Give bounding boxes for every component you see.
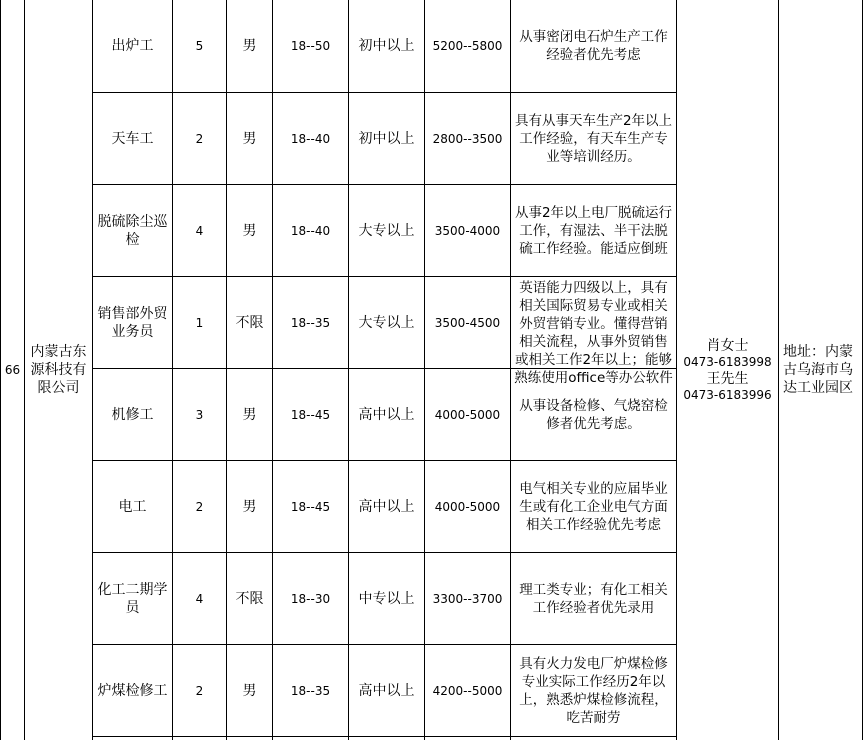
requirement-cell: 从事设备检修、气烧窑检修者优先考虑。 bbox=[519, 397, 668, 432]
education-cell: 初中以上 bbox=[358, 38, 415, 54]
age-cell: 18--45 bbox=[290, 407, 331, 422]
education-cell: 高中以上 bbox=[358, 682, 415, 699]
salary-cell: 4000-5000 bbox=[434, 407, 501, 422]
count-cell: 2 bbox=[195, 131, 204, 146]
contact-phone-2: 0473-6183996 bbox=[683, 388, 772, 402]
age-cell: 18--30 bbox=[290, 591, 331, 606]
requirement-cell: 英语能力四级以上，具有相关国际贸易专业或相关外贸营销专业。懂得营销相关流程，从事外贸销售或相关工作2年以上；能够熟练使用office等办公软件 bbox=[514, 280, 673, 386]
requirement-cell: 电气相关专业的应届毕业生或有化工企业电气方面相关工作经验优先考虑 bbox=[519, 480, 668, 533]
age-cell: 18--40 bbox=[290, 223, 331, 238]
education-cell: 初中以上 bbox=[358, 130, 415, 147]
company-address: 地址：内蒙古乌海市乌达工业园区 bbox=[783, 344, 853, 396]
education-cell: 高中以上 bbox=[358, 498, 415, 515]
education-cell: 中专以上 bbox=[358, 590, 415, 607]
contact-name-2: 王先生 bbox=[706, 371, 749, 387]
age-cell: 18--50 bbox=[290, 39, 331, 53]
company-index: 66 bbox=[4, 363, 21, 377]
position-cell: 出炉工 bbox=[111, 38, 154, 54]
requirement-cell: 具有从事天车生产2年以上工作经验，有天车生产专业等培训经历。 bbox=[514, 112, 673, 165]
count-cell: 2 bbox=[195, 499, 204, 514]
company-name: 内蒙古东源科技有限公司 bbox=[30, 344, 87, 396]
row-divider bbox=[92, 736, 677, 737]
age-cell: 18--45 bbox=[290, 499, 331, 514]
gender-cell: 男 bbox=[242, 406, 257, 423]
gender-cell: 不限 bbox=[235, 590, 264, 607]
count-cell: 1 bbox=[195, 315, 204, 330]
gender-cell: 男 bbox=[242, 38, 257, 54]
count-cell: 5 bbox=[195, 39, 204, 53]
requirement-cell: 从事密闭电石炉生产工作经验者优先考虑 bbox=[519, 29, 668, 63]
salary-cell: 4200--5000 bbox=[432, 683, 503, 698]
position-cell: 电工 bbox=[118, 498, 147, 515]
position-cell: 机修工 bbox=[111, 406, 154, 423]
education-cell: 大专以上 bbox=[358, 314, 415, 331]
salary-cell: 4000-5000 bbox=[434, 499, 501, 514]
age-cell: 18--35 bbox=[290, 315, 331, 330]
gender-cell: 男 bbox=[242, 222, 257, 239]
education-cell: 高中以上 bbox=[358, 406, 415, 423]
count-cell: 4 bbox=[195, 223, 204, 238]
position-cell: 化工二期学员 bbox=[97, 581, 168, 616]
requirement-cell: 理工类专业；有化工相关工作经验者优先录用 bbox=[519, 581, 668, 616]
gender-cell: 男 bbox=[242, 498, 257, 515]
salary-cell: 3500-4000 bbox=[434, 223, 501, 238]
salary-cell: 3500-4500 bbox=[434, 315, 501, 330]
count-cell: 3 bbox=[195, 407, 204, 422]
count-cell: 4 bbox=[195, 591, 204, 606]
contact-name-1: 肖女士 bbox=[706, 338, 749, 354]
position-cell: 天车工 bbox=[111, 130, 154, 147]
position-cell: 炉煤检修工 bbox=[97, 682, 168, 699]
salary-cell: 5200--5800 bbox=[432, 39, 503, 53]
salary-cell: 2800--3500 bbox=[432, 131, 503, 146]
gender-cell: 不限 bbox=[235, 314, 264, 331]
gender-cell: 男 bbox=[242, 682, 257, 699]
position-cell: 脱硫除尘巡检 bbox=[97, 213, 168, 248]
education-cell: 大专以上 bbox=[358, 222, 415, 239]
contact-block bbox=[677, 0, 778, 740]
contact-phone-1: 0473-6183998 bbox=[683, 355, 772, 369]
requirement-cell: 具有火力发电厂炉煤检修专业实际工作经历2年以上，熟悉炉煤检修流程，吃苦耐劳 bbox=[519, 655, 668, 726]
age-cell: 18--40 bbox=[290, 131, 331, 146]
requirement-cell: 从事2年以上电厂脱硫运行工作，有湿法、半干法脱硫工作经验。能适应倒班 bbox=[514, 204, 673, 257]
salary-cell: 3300--3700 bbox=[432, 591, 503, 606]
age-cell: 18--35 bbox=[290, 683, 331, 698]
gender-cell: 男 bbox=[242, 130, 257, 147]
count-cell: 2 bbox=[195, 683, 204, 698]
position-cell: 销售部外贸业务员 bbox=[97, 305, 168, 340]
